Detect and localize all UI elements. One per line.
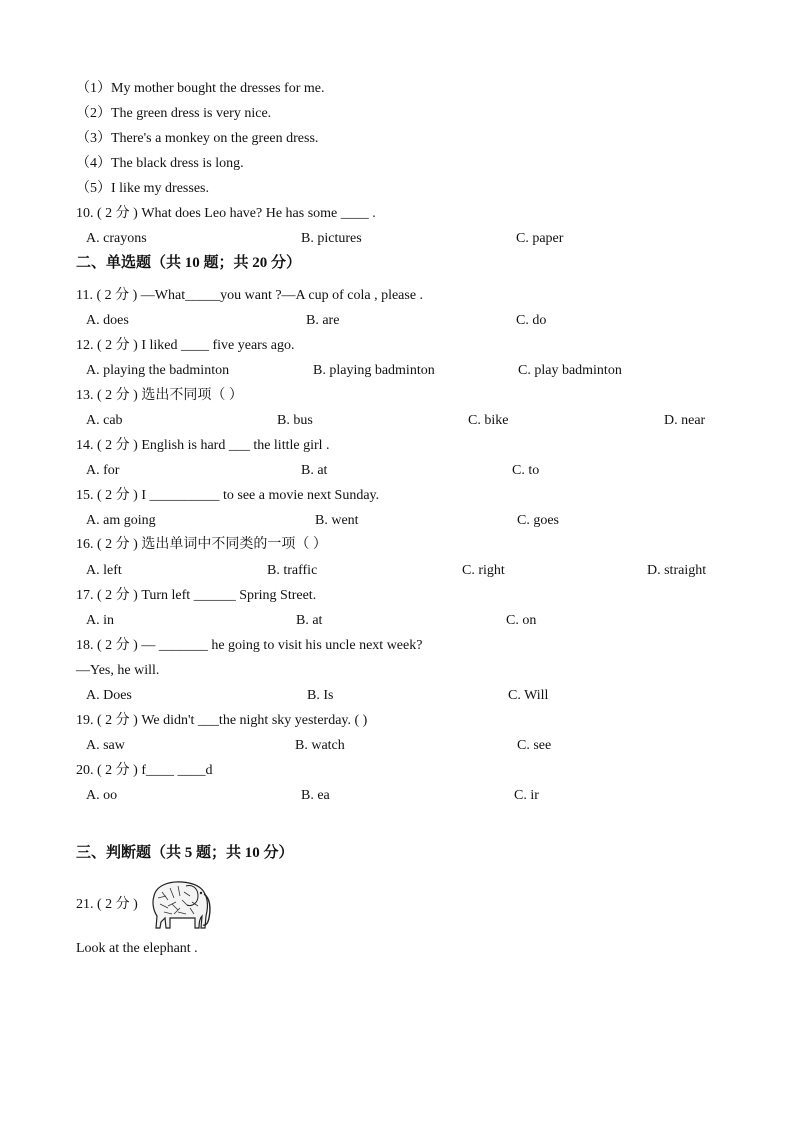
question-19-option-c: C. see: [517, 738, 552, 753]
question-15-stem: 15. ( 2 分 ) I __________ to see a movie next Sunday.: [76, 488, 380, 503]
question-16-option-c: C. right: [462, 563, 505, 578]
question-13-option-a: A. cab: [86, 413, 123, 428]
question-16-stem: 16. ( 2 分 ) 选出单词中不同类的一项（ ）: [76, 537, 327, 552]
question-16-option-b: B. traffic: [267, 563, 318, 578]
question-18-option-b: B. Is: [307, 688, 334, 703]
question-10-option-a: A. crayons: [86, 231, 147, 246]
question-13-stem: 13. ( 2 分 ) 选出不同项（ ）: [76, 388, 243, 403]
question-21-stem: 21. ( 2 分 ): [76, 897, 138, 912]
question-17-stem: 17. ( 2 分 ) Turn left ______ Spring Street.: [76, 588, 317, 603]
question-16-option-a: A. left: [86, 563, 122, 578]
question-12-option-b: B. playing badminton: [313, 363, 435, 378]
question-17-option-a: A. in: [86, 613, 114, 628]
question-12-option-a: A. playing the badminton: [86, 363, 230, 378]
question-13-option-d: D. near: [664, 413, 706, 428]
section-3-heading: 三、判断题（共 5 题；共 10 分）: [76, 845, 294, 861]
question-18-stem: 18. ( 2 分 ) — _______ he going to visit his uncle next week?: [76, 638, 423, 653]
question-14-stem: 14. ( 2 分 ) English is hard ___ the little girl .: [76, 438, 330, 453]
question-11-stem: 11. ( 2 分 ) —What_____you want ?—A cup of cola , please .: [76, 288, 424, 303]
question-13-option-c: C. bike: [468, 413, 509, 428]
question-12-option-c: C. play badminton: [518, 363, 622, 378]
question-18-answer-line: —Yes, he will.: [76, 663, 160, 678]
statement-3: （3）There's a monkey on the green dress.: [76, 131, 319, 146]
elephant-illustration: [148, 878, 212, 932]
question-18-option-a: A. Does: [86, 688, 132, 703]
question-11-option-a: A. does: [86, 313, 129, 328]
question-20-option-a: A. oo: [86, 788, 118, 803]
question-19-option-a: A. saw: [86, 738, 125, 753]
question-20-option-b: B. ea: [301, 788, 330, 803]
question-20-stem: 20. ( 2 分 ) f____ ____d: [76, 763, 213, 778]
question-14-option-b: B. at: [301, 463, 328, 478]
statement-5: （5）I like my dresses.: [76, 181, 209, 196]
question-20-option-c: C. ir: [514, 788, 539, 803]
question-17-option-c: C. on: [506, 613, 537, 628]
question-14-option-c: C. to: [512, 463, 540, 478]
question-10-stem: 10. ( 2 分 ) What does Leo have? He has some ____ .: [76, 206, 376, 221]
question-10-option-b: B. pictures: [301, 231, 362, 246]
question-14-option-a: A. for: [86, 463, 120, 478]
question-10-option-c: C. paper: [516, 231, 564, 246]
statement-2: （2）The green dress is very nice.: [76, 106, 272, 121]
question-16-option-d: D. straight: [647, 563, 707, 578]
question-21-caption: Look at the elephant .: [76, 941, 198, 956]
question-11-option-b: B. are: [306, 313, 340, 328]
question-11-option-c: C. do: [516, 313, 547, 328]
question-15-option-c: C. goes: [517, 513, 559, 528]
question-19-stem: 19. ( 2 分 ) We didn't ___the night sky yesterday. ( ): [76, 713, 368, 728]
question-17-option-b: B. at: [296, 613, 323, 628]
question-15-option-b: B. went: [315, 513, 359, 528]
question-12-stem: 12. ( 2 分 ) I liked ____ five years ago.: [76, 338, 295, 353]
question-15-option-a: A. am going: [86, 513, 156, 528]
section-2-heading: 二、单选题（共 10 题；共 20 分）: [76, 255, 302, 271]
statement-1: （1）My mother bought the dresses for me.: [76, 81, 325, 96]
statement-4: （4）The black dress is long.: [76, 156, 244, 171]
question-18-option-c: C. Will: [508, 688, 549, 703]
question-13-option-b: B. bus: [277, 413, 313, 428]
question-19-option-b: B. watch: [295, 738, 345, 753]
